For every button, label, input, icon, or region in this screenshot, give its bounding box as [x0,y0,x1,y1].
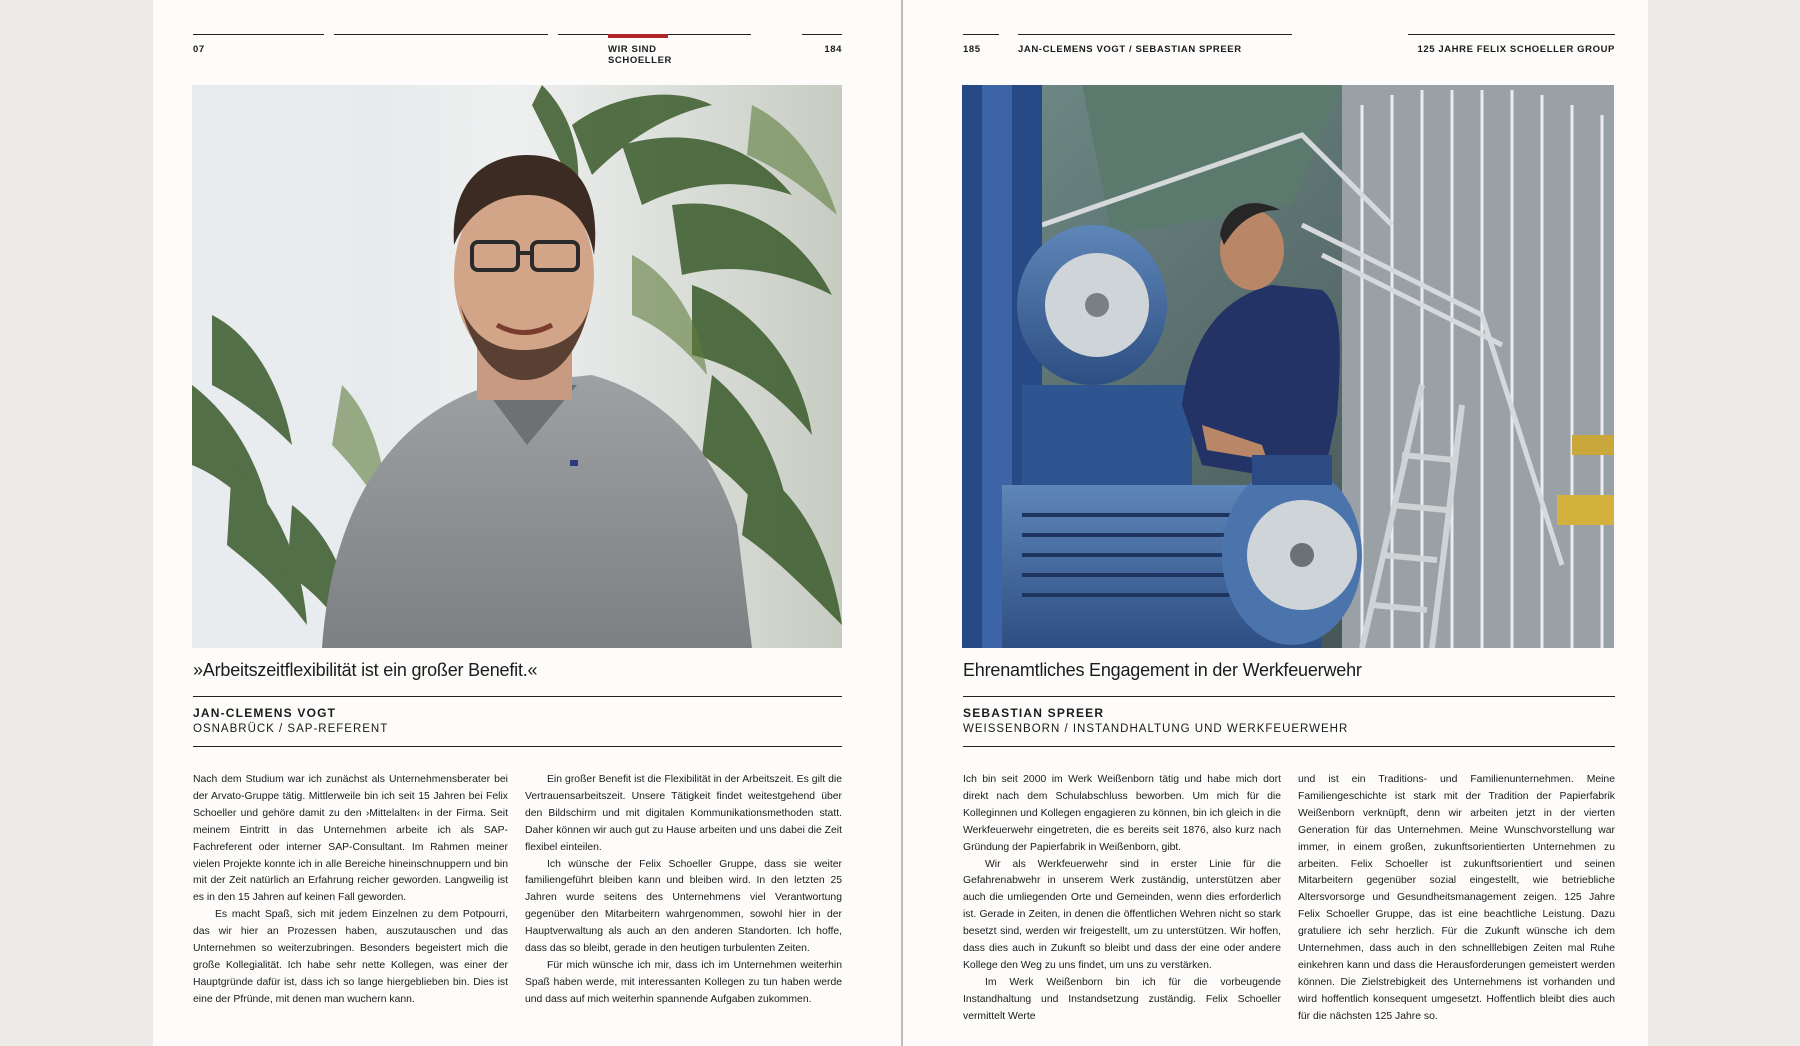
person-role: OSNABRÜCK / SAP-REFERENT [193,723,389,735]
text-column-1 [963,772,1281,1026]
worker-photo [962,85,1614,648]
header-rule [802,34,842,35]
divider [193,746,842,747]
paragraph: Im Werk Weißenborn bin ich für die vorbeugende Instandhaltung und Instandsetzung zuständig. Felix Schoeller vermittelt Werte [963,976,1281,1022]
paragraph: Wir als Werkfeuerwehr sind in erster Linie für die Gefahrenabwehr in unserem Werk zuständig, unterstützen aber auch die umliegenden Orte und Gemeinden, wenn dies erforderlich ist. Gerade in Zeiten, in denen die öffentlichen Wehren nicht so stark besetzt sind, werden wir freigestellt, um zu unterstützen. Wir hoffen, dass dies auch in Zukunft so bleibt und dass der eine oder andere Kollege den Weg zu uns findet, um uns zu verstärken. [963,858,1281,971]
text-column-2 [525,772,842,1009]
paragraph: Es macht Spaß, sich mit jedem Einzelnen zu dem Potpourri, das wir hier an Prozessen haben, auszutauschen und das Unternehmen so weiterzubringen. Besonders begeistert mich die große Kollegialität. Ich habe sehr nette Kollegen, was einer der Hauptgründe dafür ist, dass ich so lange hiergeblieben bin. Dies ist eine der Pfründe, mit denen man wuchern kann. [193,909,508,1005]
section-title: WIR SIND SCHOELLER [608,44,672,66]
header-rule [1018,34,1292,35]
text-column-2 [1298,772,1615,1026]
person-role: WEISSENBORN / INSTANDHALTUNG UND WERKFEUERWEHR [963,723,1349,735]
page-number: 185 [963,44,981,55]
headline: Ehrenamtliches Engagement in der Werkfeuerwehr [963,660,1362,680]
page-number: 184 [824,44,842,55]
paragraph: Ich wünsche der Felix Schoeller Gruppe, dass sie weiter familiengeführt bleiben kann und bleiben wird. In den letzten 25 Jahren wurde seitens des Unternehmens viel Verantwortung gegenüber den Mitarbeitern wahrgenommen, sowohl hier in der Hauptverwaltung als auch an den anderen Standorten. Ich hoffe, dass das so bleibt, gerade in den heutigen turbulenten Zeiten. [525,858,842,955]
right-page-header [903,0,1648,80]
header-series: 125 JAHRE FELIX SCHOELLER GROUP [1417,44,1615,55]
paragraph: Nach dem Studium war ich zunächst als Unternehmensberater bei der Arvato-Gruppe tätig. Mittlerweile bin ich seit 15 Jahren bei Felix Schoeller und gehöre damit zu den ›Mittelalten‹ in der Firma. Seit meinem Eintritt in das Unternehmen arbeite ich als SAP-Fachreferent oder interner SAP-Consultant. Im Rahmen meiner vielen Projekte konnte ich in alle Bereiche hineinschnuppern und bin mit der Zeit natürlich an Erfahrung reicher geworden. Langweilig ist es in den 15 Jahren auf keinen Fall geworden. [193,774,508,904]
person-name: SEBASTIAN SPREER [963,706,1105,720]
portrait-photo [192,85,842,648]
worker-illustration [962,85,1614,648]
paragraph: und ist ein Traditions- und Familienunternehmen. Meine Familiengeschichte ist stark mit der Tradition der Papierfabrik Weißenborn verknüpft, denn wir arbeiten jetzt in der vierten Generation für das Unternehmen. Meine Wunschvorstellung war immer, in einem großen, zukunftsorientierten Unternehmen zu arbeiten. Felix Schoeller ist zukunftsorientiert und seinen Mitarbeitern gegenüber sozial eingestellt, wie betriebliche Altersvorsorge und Gesundheitsmanagement zeigen. 125 Jahre Felix Schoeller Gruppe, das ist eine beachtliche Leistung. Dazu gratuliere ich sehr herzlich. Für die Zukunft wünsche ich dem Unternehmen, dass auch in den schnelllebigen Zeiten mal Ruhe einkehren kann und dass die Herausforderungen gemeistert werden können. Die Zielstrebigkeit des Unternehmens ist vorhanden und wird hoffentlich konsequent umgesetzt. Hoffentlich bleibt dies auch für die nächsten 125 Jahre so. [1298,774,1615,1022]
header-rule [963,34,999,35]
right-page [903,0,1648,1046]
portrait-illustration [192,85,842,648]
chapter-number: 07 [193,44,205,55]
header-rule [1408,34,1615,35]
header-rule [334,34,548,35]
left-page-header [153,0,902,80]
left-page [153,0,902,1046]
paragraph: Ich bin seit 2000 im Werk Weißenborn tätig und habe mich dort direkt nach dem Schulabschluss beworben. Um mich für die Kolleginnen und Kollegen engagieren zu können, bin ich gleich in die Werkfeuerwehr eingetreten, die es bereits seit 1876, also kurz nach Gründung der Papierfabrik in Weißenborn, gibt. [963,774,1281,853]
divider [963,746,1615,747]
divider [193,696,842,697]
header-rule [193,34,324,35]
paragraph: Für mich wünsche ich mir, dass ich im Unternehmen weiterhin Spaß haben werde, mit interessanten Kollegen zu tun haben werde und dass auf mich weiterhin spannende Aufgaben zukommen. [525,959,842,1005]
headline: »Arbeitszeitflexibilität ist ein großer Benefit.« [193,660,538,680]
divider [963,696,1615,697]
section-marker [608,34,668,38]
text-column-1 [193,772,508,1009]
person-name: JAN-CLEMENS VOGT [193,706,337,720]
paragraph: Ein großer Benefit ist die Flexibilität in der Arbeitszeit. Es gilt die Vertrauensarbeitszeit. Unsere Tätigkeit findet weitestgehend über den Bildschirm und mit digitalen Kommunikationsmethoden statt. Daher können wir auch gut zu Hause arbeiten und uns dabei die Zeit flexibel einteilen. [525,774,842,853]
header-names: JAN-CLEMENS VOGT / SEBASTIAN SPREER [1018,44,1242,55]
